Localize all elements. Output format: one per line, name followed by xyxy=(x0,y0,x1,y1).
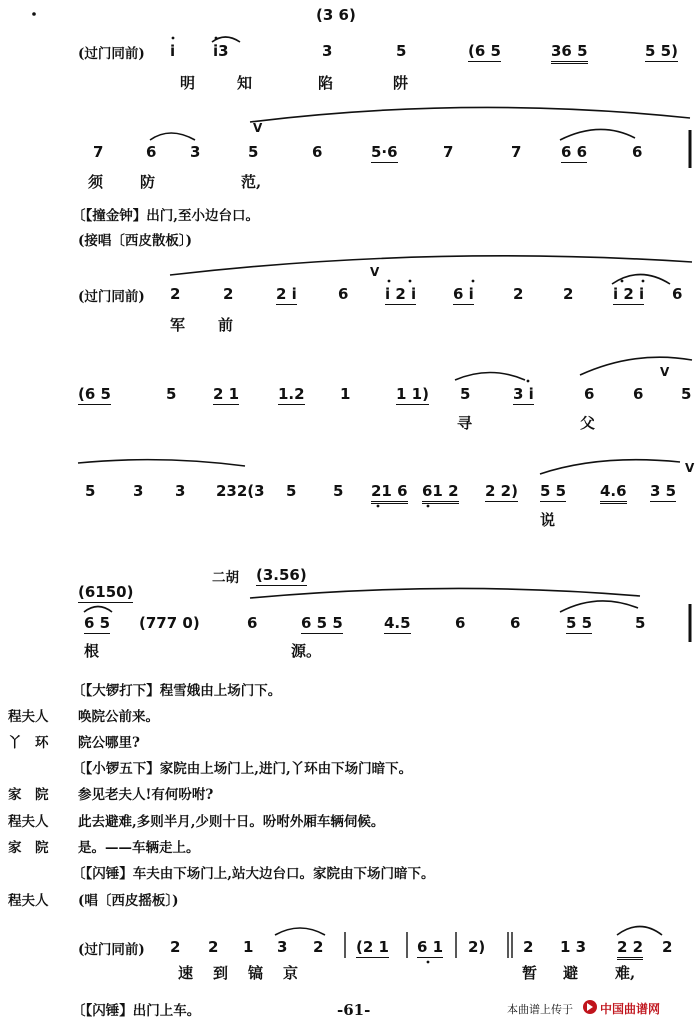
row4-note: 2 xyxy=(170,285,181,303)
row6-note: 3 5 xyxy=(650,482,677,500)
site-brand: 中国曲谱网 xyxy=(600,1002,661,1016)
row6-note: 5 xyxy=(286,482,297,500)
row6-note: 2 2) xyxy=(485,482,518,500)
lyric: 明 xyxy=(180,74,196,92)
dialogue-text: 唤院公前来。 xyxy=(78,709,159,725)
lyric: 说 xyxy=(540,511,556,529)
row5-note: 5 xyxy=(681,385,692,403)
row4-note: 6 i xyxy=(453,285,474,303)
row2-note: 6 xyxy=(632,143,643,161)
lyric: 镐 xyxy=(248,964,264,982)
row4-note: 6 xyxy=(338,285,349,303)
dialogue-speaker: 程夫人 xyxy=(8,893,49,909)
row1-note: i xyxy=(170,42,176,60)
singing-direction: (接唱〔西皮散板〕) xyxy=(78,233,193,249)
svg-text:V: V xyxy=(660,365,670,379)
lyric: 军 xyxy=(170,316,186,334)
row4-note: i 2 i xyxy=(613,285,645,303)
row2-note: 7 xyxy=(511,143,522,161)
row2-note: 7 xyxy=(443,143,454,161)
row7-note: 6 5 5 xyxy=(301,614,343,632)
dialogue-text: 是。——车辆走上。 xyxy=(78,840,200,856)
row7-note: 6 xyxy=(455,614,466,632)
lyric: 父 xyxy=(580,414,596,432)
row4-note: 2 xyxy=(563,285,574,303)
row5-note: 1 xyxy=(340,385,351,403)
stage-direction: 〔【撞金钟】出门,至小边台口。 xyxy=(72,208,259,224)
row2-note: 5 xyxy=(248,143,259,161)
row4-lead: (过门同前) xyxy=(78,289,145,305)
dialogue-text: 院公哪里? xyxy=(78,735,140,751)
dialogue-text: 〔【闪锤】车夫由下场门上,站大边台口。家院由下场门暗下。 xyxy=(72,866,435,882)
lyric: 源。 xyxy=(291,642,322,660)
row8-note: 1 xyxy=(243,938,254,956)
lyric: 到 xyxy=(213,964,229,982)
lyric: 阱 xyxy=(393,74,409,92)
row6-note: 5 xyxy=(85,482,96,500)
final-direction: 〔【闪锤】出门上车。 xyxy=(72,1003,201,1019)
dialogue-text: (唱〔西皮摇板〕) xyxy=(78,893,179,909)
row5-note: (6 5 xyxy=(78,385,111,403)
row1-note: 36 5 xyxy=(551,42,588,64)
svg-text:V: V xyxy=(370,265,380,279)
row8-note: 3 xyxy=(277,938,288,956)
footer-text: 本曲谱上传于 xyxy=(507,1003,573,1016)
row8-note: (2 1 xyxy=(356,938,389,956)
dialogue-speaker: 程夫人 xyxy=(8,814,49,830)
row4-note: i 2 i xyxy=(385,285,417,303)
row6-note: 5 5 xyxy=(540,482,567,500)
row6-note: 21 6 xyxy=(371,482,408,504)
row8-lead: (过门同前) xyxy=(78,942,145,958)
row1-lead: (过门同前) xyxy=(78,46,145,62)
dialogue-speaker: 家 院 xyxy=(8,787,49,803)
dialogue-speaker: 丫 环 xyxy=(8,735,49,751)
row6-note: 3 xyxy=(175,482,186,500)
row5-note: 5 xyxy=(460,385,471,403)
row1-note: 3 xyxy=(322,42,333,60)
lyric: 难, xyxy=(615,964,636,982)
row7-note: 6 5 xyxy=(84,614,111,632)
row5-note: 1.2 xyxy=(278,385,305,403)
lyric: 暂 xyxy=(522,964,538,982)
row2-note: 6 xyxy=(312,143,323,161)
lyric: 根 xyxy=(84,642,100,660)
row2-note: 7 xyxy=(93,143,104,161)
lyric: 范, xyxy=(241,173,262,191)
row6-note: 5 xyxy=(333,482,344,500)
dialogue-text: 〔【大锣打下】程雪娥由上场门下。 xyxy=(72,683,282,699)
svg-text:V: V xyxy=(685,461,695,475)
lyric: 知 xyxy=(237,74,253,92)
row4-note: 6 xyxy=(672,285,683,303)
lyric: 寻 xyxy=(457,414,473,432)
row7-top-notes: (3.56) xyxy=(256,566,307,584)
row1-top-notes: (3 6) xyxy=(316,6,356,24)
dialogue-text: 参见老夫人!有何吩咐? xyxy=(78,787,214,803)
row7-note: 6 xyxy=(247,614,258,632)
row7-note: (777 0) xyxy=(139,614,200,632)
row1-note: i̇3 xyxy=(213,42,229,60)
lyric: 速 xyxy=(178,964,194,982)
site-logo-icon xyxy=(582,999,598,1019)
lyric: 陷 xyxy=(318,74,334,92)
row4-note: 2 xyxy=(513,285,524,303)
row5-note: 5 xyxy=(166,385,177,403)
row1-note: (6 5 xyxy=(468,42,501,60)
lyric: 防 xyxy=(140,173,156,191)
row1-note: 5 5) xyxy=(645,42,678,60)
row5-note: 1 1) xyxy=(396,385,429,403)
row2-note: 6 6 xyxy=(561,143,588,161)
row4-note: 2 i xyxy=(276,285,297,303)
row7-note: 5 xyxy=(635,614,646,632)
dialogue-text: 此去避难,多则半月,少则十日。吩咐外厢车辆伺候。 xyxy=(78,814,385,830)
row8-note: 2 xyxy=(170,938,181,956)
row5-note: 2 1 xyxy=(213,385,240,403)
row8-note: 2 xyxy=(662,938,673,956)
lyric: 京 xyxy=(283,964,299,982)
lyric: 前 xyxy=(218,316,234,334)
lyric: 须 xyxy=(88,173,104,191)
row2-note: 5·6 xyxy=(371,143,398,161)
row7-note: 4.5 xyxy=(384,614,411,632)
dialogue-speaker: 家 院 xyxy=(8,840,49,856)
dialogue-text: 〔【小锣五下】家院由上场门上,进门,丫环由下场门暗下。 xyxy=(72,761,413,777)
row8-note: 6 1 xyxy=(417,938,444,956)
row2-note: 6 xyxy=(146,143,157,161)
row7-note: 5 5 xyxy=(566,614,593,632)
row6-note: 3 xyxy=(133,482,144,500)
row8-note: 1 3 xyxy=(560,938,587,956)
row6-note: 4.6 xyxy=(600,482,627,504)
row8-note: 2 xyxy=(313,938,324,956)
row4-note: 2 xyxy=(223,285,234,303)
row5-note: 6 xyxy=(633,385,644,403)
row7-lead: (6150) xyxy=(78,583,134,601)
page-number: -61- xyxy=(337,1001,371,1019)
row5-note: 3 i xyxy=(513,385,534,403)
row7-note: 6 xyxy=(510,614,521,632)
erhu-label: 二胡 xyxy=(212,570,239,586)
row8-note: 2 2 xyxy=(617,938,643,960)
svg-text:V: V xyxy=(253,121,263,135)
dialogue-speaker: 程夫人 xyxy=(8,709,49,725)
row5-note: 6 xyxy=(584,385,595,403)
row2-note: 3 xyxy=(190,143,201,161)
lyric: 避 xyxy=(563,964,579,982)
row8-note: 2 xyxy=(523,938,534,956)
row8-note: 2 xyxy=(208,938,219,956)
row1-note: 5 xyxy=(396,42,407,60)
row6-note: 232(3 xyxy=(216,482,265,500)
row8-note: 2) xyxy=(468,938,486,956)
row6-note: 61 2 xyxy=(422,482,459,504)
